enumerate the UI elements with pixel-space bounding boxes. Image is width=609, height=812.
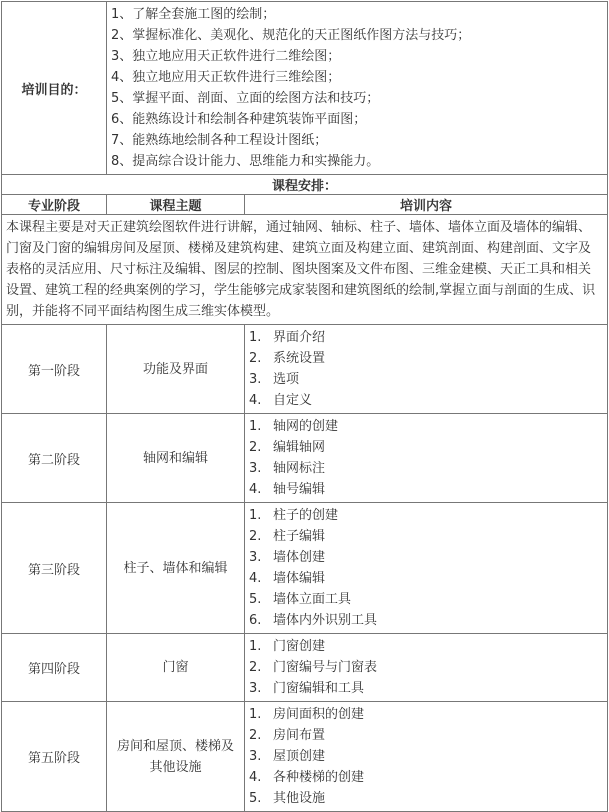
content-item-text: 轴网的创建	[273, 419, 339, 434]
content-item	[249, 788, 603, 809]
content-item-text: 各种楼梯的创建	[273, 770, 365, 785]
stage-content	[245, 414, 608, 503]
content-item-number: 4.	[249, 770, 262, 785]
stage-topic: 柱子、墙体和编辑	[107, 503, 245, 634]
goal-item: 8、提高综合设计能力、思维能力和实操能力。	[111, 154, 380, 169]
goal-item: 3、独立地应用天正软件进行二维绘图；	[111, 49, 341, 64]
content-item-number: 2.	[249, 351, 262, 366]
content-item-text: 墙体立面工具	[273, 592, 352, 607]
stage-content	[245, 325, 608, 414]
stage-row	[2, 414, 608, 503]
stage-name: 第三阶段	[2, 503, 107, 634]
content-item	[249, 547, 603, 568]
intro-row	[2, 215, 608, 325]
content-item	[249, 327, 603, 348]
content-item-number: 4.	[249, 571, 262, 586]
goals-row	[2, 2, 608, 175]
content-item-number: 1.	[249, 707, 262, 722]
content-item-number: 2.	[249, 529, 262, 544]
content-item-text: 柱子的创建	[273, 508, 339, 523]
stage-row	[2, 503, 608, 634]
content-item-text: 选项	[273, 372, 300, 387]
content-item-number: 2.	[249, 728, 262, 743]
content-item-number: 4.	[249, 482, 262, 497]
stage-row	[2, 325, 608, 414]
content-item-number: 4.	[249, 393, 262, 408]
content-item-number: 2.	[249, 440, 262, 455]
content-item-number: 1.	[249, 330, 262, 345]
content-item	[249, 369, 603, 390]
stage-content	[245, 702, 608, 812]
content-item-text: 门窗创建	[273, 639, 326, 654]
stage-row	[2, 702, 608, 812]
content-item-number: 3.	[249, 550, 262, 565]
content-item	[249, 348, 603, 369]
content-item-number: 3.	[249, 372, 262, 387]
column-header-row	[2, 195, 608, 215]
content-item	[249, 458, 603, 479]
goal-item: 5、掌握平面、剖面、立面的绘图方法和技巧；	[111, 91, 380, 106]
content-item	[249, 610, 603, 631]
content-item	[249, 479, 603, 500]
stage-content	[245, 503, 608, 634]
stage-topic: 门窗	[107, 634, 245, 702]
stage-content	[245, 634, 608, 702]
content-item-number: 1.	[249, 639, 262, 654]
stage-topic: 房间和屋顶、楼梯及其他设施	[107, 702, 245, 812]
course-intro: 本课程主要是对天正建筑绘图软件进行讲解，通过轴网、轴标、柱子、墙体、墙体立面及墙体的编辑、门窗及门窗的编辑房间及屋顶、楼梯及建筑构建、建筑立面及构建立面、建筑剖面、构建剖面、文字及表格的灵活应用、尺寸标注及编辑、图层的控制、图块图案及文件布图、三维金建模、天正工具和相关设置、建筑工程的经典案例的学习，学生能够完成家装图和建筑图纸的绘制,掌握立面与剖面的生成、识别，并能将不同平面结构图生成三维实体模型。	[2, 215, 608, 325]
content-item-text: 界面介绍	[273, 330, 326, 345]
content-item	[249, 589, 603, 610]
stage-topic: 轴网和编辑	[107, 414, 245, 503]
content-item	[249, 704, 603, 725]
content-item-text: 墙体编辑	[273, 571, 326, 586]
goal-item: 4、独立地应用天正软件进行三维绘图；	[111, 70, 341, 85]
content-item	[249, 725, 603, 746]
content-item-number: 3.	[249, 749, 262, 764]
schedule-title: 课程安排：	[2, 175, 608, 195]
course-table	[1, 1, 608, 812]
stage-topic: 功能及界面	[107, 325, 245, 414]
content-item-text: 系统设置	[273, 351, 326, 366]
content-item-number: 1.	[249, 508, 262, 523]
stage-name: 第五阶段	[2, 702, 107, 812]
content-item	[249, 390, 603, 411]
content-item	[249, 526, 603, 547]
goals-list	[107, 2, 608, 175]
goal-item: 7、能熟练地绘制各种工程设计图纸；	[111, 133, 328, 148]
content-item-text: 房间面积的创建	[273, 707, 365, 722]
content-item-text: 柱子编辑	[273, 529, 326, 544]
stage-name: 第四阶段	[2, 634, 107, 702]
goal-item: 6、能熟练设计和绘制各种建筑装饰平面图；	[111, 112, 367, 127]
content-item	[249, 657, 603, 678]
content-item	[249, 767, 603, 788]
goals-label: 培训目的：	[2, 2, 107, 175]
content-item	[249, 505, 603, 526]
col-stage-header: 专业阶段	[2, 195, 107, 215]
content-item-text: 轴号编辑	[273, 482, 326, 497]
content-item	[249, 746, 603, 767]
stage-name: 第二阶段	[2, 414, 107, 503]
schedule-title-row	[2, 175, 608, 195]
content-item	[249, 636, 603, 657]
col-content-header: 培训内容	[245, 195, 608, 215]
content-item-text: 其他设施	[273, 791, 326, 806]
goal-item: 2、掌握标准化、美观化、规范化的天正图纸作图方法与技巧；	[111, 28, 471, 43]
content-item-text: 屋顶创建	[273, 749, 326, 764]
content-item-text: 房间布置	[273, 728, 326, 743]
content-item-text: 编辑轴网	[273, 440, 326, 455]
content-item-text: 墙体创建	[273, 550, 326, 565]
content-item-text: 轴网标注	[273, 461, 326, 476]
content-item-text: 门窗编号与门窗表	[273, 660, 378, 675]
content-item	[249, 437, 603, 458]
content-item-number: 5.	[249, 791, 262, 806]
content-item-number: 1.	[249, 419, 262, 434]
content-item-number: 2.	[249, 660, 262, 675]
content-item	[249, 568, 603, 589]
stage-name: 第一阶段	[2, 325, 107, 414]
content-item-text: 门窗编辑和工具	[273, 681, 365, 696]
content-item-text: 自定义	[273, 393, 313, 408]
content-item-number: 3.	[249, 461, 262, 476]
content-item-number: 3.	[249, 681, 262, 696]
content-item-number: 5.	[249, 592, 262, 607]
content-item-number: 6.	[249, 613, 262, 628]
col-topic-header: 课程主题	[107, 195, 245, 215]
content-item-text: 墙体内外识别工具	[273, 613, 378, 628]
goal-item: 1、了解全套施工图的绘制；	[111, 7, 276, 22]
content-item	[249, 678, 603, 699]
stage-row	[2, 634, 608, 702]
content-item	[249, 416, 603, 437]
